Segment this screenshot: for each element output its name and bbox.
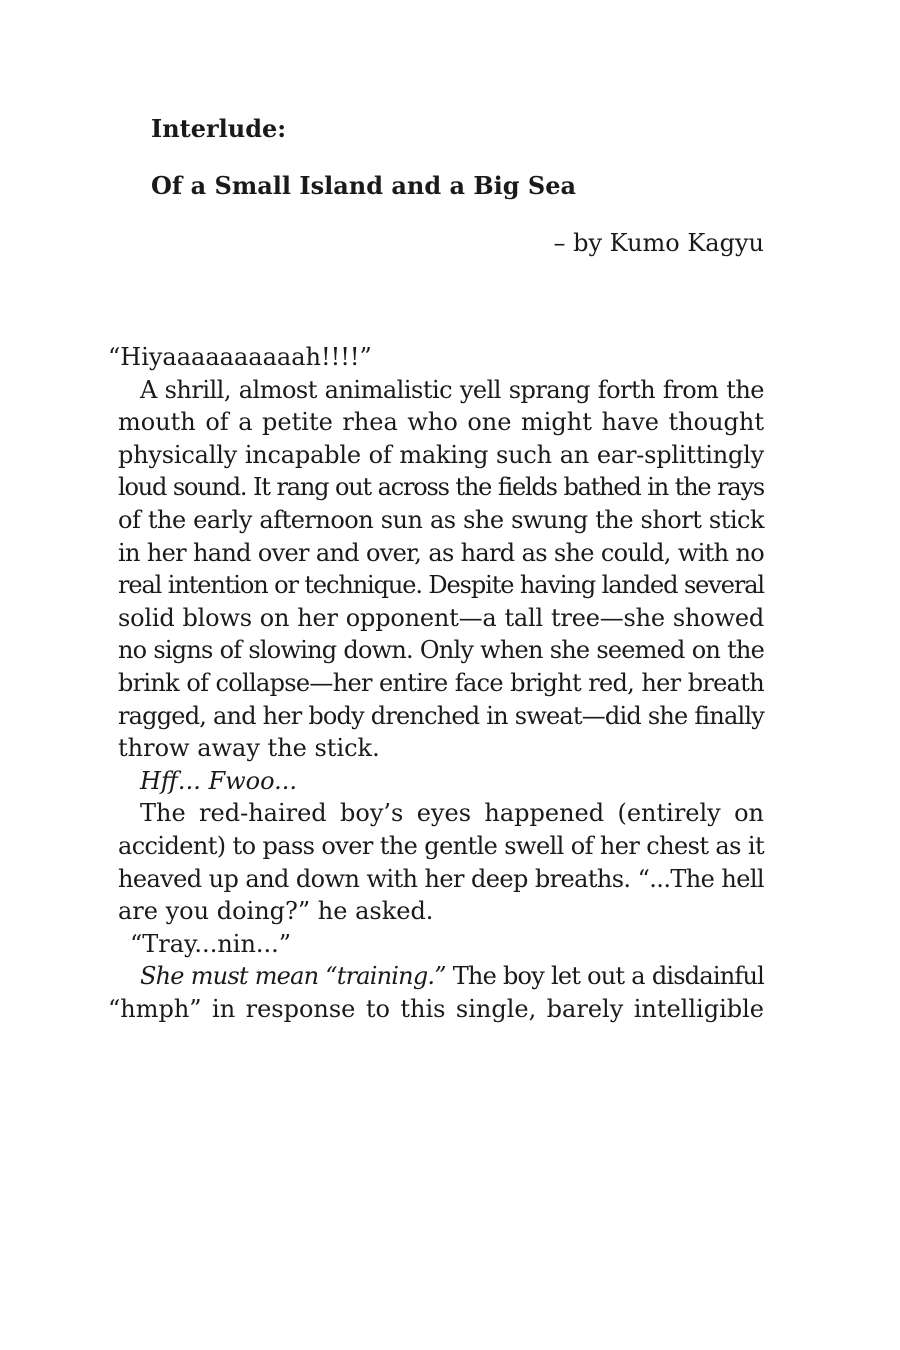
text-line: accident) to pass over the gentle swell of her chest as it [118, 831, 764, 860]
paragraph-narration-3 [108, 960, 764, 1025]
text-line: of the early afternoon sun as she swung the short stick [118, 505, 764, 534]
paragraph-narration-2 [118, 797, 764, 927]
text-line: She must mean “training.” The boy let out a disdainful [140, 962, 764, 991]
body-text [108, 341, 764, 1025]
text-line: no signs of slowing down. Only when she seemed on the [118, 636, 764, 665]
text-line: The red-haired boy’s eyes happened (entirely on [140, 799, 764, 828]
text-line: “hmph” in response to this single, barely intelligible [108, 994, 764, 1023]
text-line: in her hand over and over, as hard as she could, with no [118, 538, 764, 567]
chapter-title: Of a Small Island and a Big Sea [151, 171, 577, 200]
paragraph-shout: “Hiyaaaaaaaaaah!!!!” [108, 343, 372, 371]
interlude-heading: Interlude: [151, 114, 287, 143]
paragraph-narration-1 [118, 374, 764, 765]
text-line: loud sound. It rang out across the fields bathed in the rays [118, 473, 764, 502]
text-line: are you doing?” he asked. [118, 897, 434, 926]
paragraph-dialogue: “Tray...nin...” [130, 929, 292, 958]
text-line: brink of collapse—her entire face bright red, her breath [118, 668, 764, 697]
text-line: mouth of a petite rhea who one might have thought [118, 408, 764, 437]
text-line: real intention or technique. Despite having landed several [118, 571, 764, 600]
author-byline: – by Kumo Kagyu [553, 229, 764, 257]
text-line: physically incapable of making such an ear-splittingly [118, 440, 764, 469]
paragraph-breathing: Hff... Fwoo... [140, 766, 298, 795]
text-line: ragged, and her body drenched in sweat—did she finally [118, 701, 764, 730]
text-line: heaved up and down with her deep breaths. “...The hell [118, 864, 764, 893]
text-line: throw away the stick. [118, 734, 380, 763]
text-line: A shrill, almost animalistic yell sprang forth from the [140, 375, 764, 404]
text-line: solid blows on her opponent—a tall tree—she showed [118, 603, 764, 632]
